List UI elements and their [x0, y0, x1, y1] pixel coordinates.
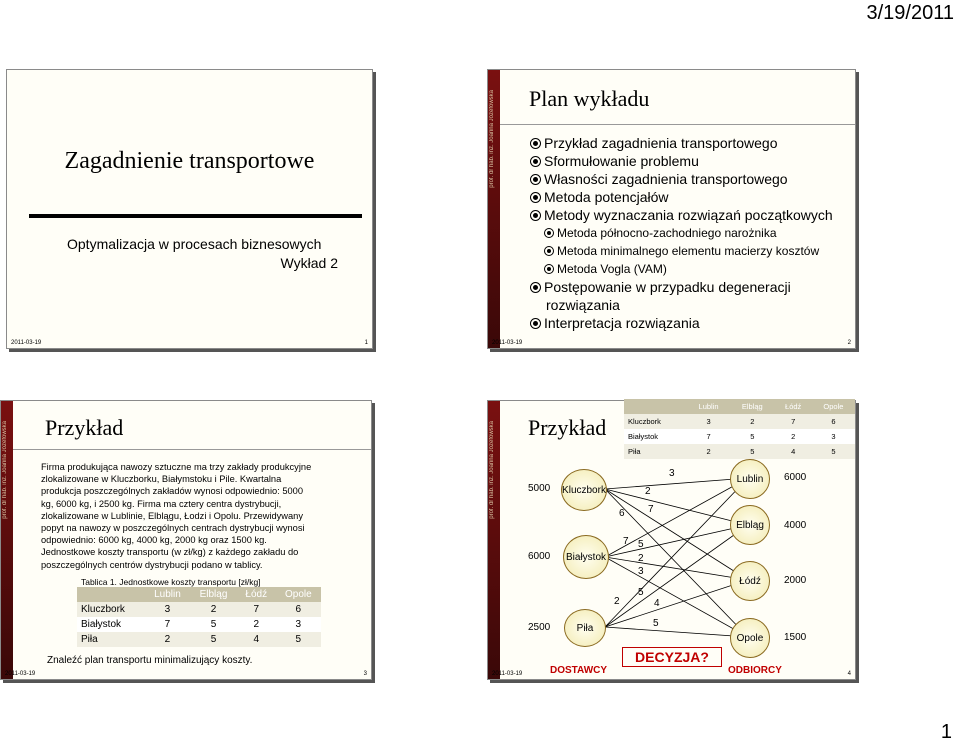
receiver-node: Łódź	[730, 561, 770, 601]
slide-date: 2011-03-19	[11, 340, 42, 346]
receiver-node: Lublin	[730, 459, 770, 499]
supply-label: 5000	[528, 483, 551, 494]
author-label: prof. dr hab. inż. Joanna Józefowska	[2, 421, 8, 519]
agenda-item: Postępowanie w przypadku degeneracji	[530, 278, 833, 296]
problem-line: odpowiednio: 6000 kg, 4000 kg, 2000 kg oraz 1500 kg.	[41, 535, 267, 546]
edge-cost-label: 6	[619, 508, 625, 519]
slide-number: 3	[363, 671, 367, 677]
slide-2	[487, 69, 856, 349]
bullet-icon	[544, 246, 554, 256]
table-row	[77, 602, 321, 617]
table-cell: 2	[253, 619, 260, 630]
agenda-item: Interpretacja rozwiązania	[530, 314, 833, 332]
table-header-cell: Lublin	[698, 402, 719, 411]
table-cell: 3	[831, 432, 836, 441]
edge-cost-label: 2	[638, 553, 644, 564]
table-cell: 4	[791, 447, 796, 456]
agenda-item: Sformułowanie problemu	[530, 152, 833, 170]
slide-4	[487, 400, 856, 680]
agenda-subitem: Metoda Vogla (VAM)	[530, 260, 833, 278]
edge-cost-label: 5	[653, 618, 659, 629]
table-cell: 2	[750, 417, 755, 426]
slide-number: 1	[364, 340, 368, 346]
slide-date: 2011-03-19	[492, 671, 523, 677]
problem-line: kg, 6000 kg, i 2500 kg. Firma ma cztery centra dystrybucji,	[41, 498, 282, 509]
table-header-cell: Elbląg	[741, 402, 763, 411]
slide-3	[0, 400, 372, 680]
edge-cost-label: 2	[645, 486, 651, 497]
edge-cost-label: 4	[654, 598, 660, 609]
title-divider	[29, 214, 362, 218]
bullet-icon	[530, 138, 541, 149]
edge-cost-label: 7	[648, 504, 654, 515]
slide-1	[6, 69, 373, 349]
demand-label: 1500	[784, 632, 807, 643]
table-header-row	[77, 587, 321, 602]
edge-cost-label: 7	[623, 536, 629, 547]
table-cell: 2	[791, 432, 796, 441]
supply-label: 2500	[528, 622, 551, 633]
row-label: Białystok	[628, 432, 659, 441]
author-label: prof. dr hab. inż. Joanna Józefowska	[489, 90, 495, 188]
edge-cost-label: 5	[638, 539, 644, 550]
table-cell: 5	[295, 634, 302, 645]
problem-line: produkcja poszczególnych zakładów wynosi odpowiednio: 5000	[41, 486, 304, 497]
supplier-node: Kluczbork	[561, 469, 607, 511]
agenda-item-continued: rozwiązania	[546, 297, 620, 313]
table-cell: 5	[210, 634, 217, 645]
question-text: Znaleźć plan transportu minimalizujący koszty.	[47, 655, 253, 666]
slide-date: 2011-03-19	[5, 671, 36, 677]
row-label: Białystok	[81, 619, 122, 630]
table-cell: 7	[253, 604, 260, 615]
table-cell: 6	[831, 417, 836, 426]
table-cell: 7	[791, 417, 796, 426]
receiver-node: Opole	[730, 618, 770, 658]
slide-title: Przykład	[45, 415, 124, 440]
table-cell: 7	[164, 619, 171, 630]
table-header-cell	[77, 587, 145, 602]
agenda-item: Własności zagadnienia transportowego	[530, 170, 833, 188]
table-cell: 2	[164, 634, 171, 645]
problem-line: zlokalizowane w Kluczborku, Białymstoku i Pile. Kwartalna	[41, 474, 282, 485]
edge-cost-label: 5	[638, 587, 644, 598]
suppliers-label: DOSTAWCY	[550, 665, 608, 676]
slide-date: 2011-03-19	[492, 340, 523, 346]
edge-cost-label: 3	[669, 468, 675, 479]
bullet-icon	[530, 192, 541, 203]
edge-cost-label: 2	[614, 596, 620, 607]
author-label: prof. dr hab. inż. Joanna Józefowska	[489, 421, 495, 519]
bullet-icon	[544, 228, 554, 238]
receiver-node: Elbląg	[730, 505, 770, 545]
edge-cost-label: 3	[638, 566, 644, 577]
agenda-subitem: Metoda minimalnego elementu macierzy kosztów	[530, 242, 833, 260]
slide-number: 4	[847, 671, 851, 677]
table-header-cell: Łódź	[245, 589, 268, 600]
row-label: Piła	[81, 634, 98, 645]
row-label: Piła	[628, 447, 641, 456]
agenda-subitem: Metoda północno-zachodniego narożnika	[530, 224, 833, 242]
agenda-item: Przykład zagadnienia transportowego	[530, 134, 833, 152]
table-cell: 3	[706, 417, 711, 426]
row-label: Kluczbork	[81, 604, 125, 615]
problem-line: poszczególnych centrów dystrybucji podano w tablicy.	[41, 559, 263, 570]
demand-label: 4000	[784, 520, 807, 531]
table-cell: 5	[750, 447, 755, 456]
problem-line: Jednostkowe koszty transportu (w zł/kg) z każdego zakładu do	[41, 547, 299, 558]
table-cell: 4	[253, 634, 260, 645]
table-cell: 3	[164, 604, 171, 615]
table-header-cell: Elbląg	[199, 589, 228, 600]
row-label: Kluczbork	[628, 417, 661, 426]
agenda-item: Metody wyznaczania rozwiązań początkowych	[530, 206, 833, 224]
bullet-icon	[544, 264, 554, 274]
problem-text	[41, 461, 345, 571]
table-cell: 2	[706, 447, 711, 456]
page-number: 1	[940, 721, 952, 743]
agenda-list	[530, 134, 833, 332]
bullet-icon	[530, 282, 541, 293]
table-cell: 2	[210, 604, 217, 615]
table-row	[77, 632, 321, 647]
supplier-node: Białystok	[563, 535, 609, 579]
table-header-cell: Łódź	[785, 402, 802, 411]
slide-title: Plan wykładu	[529, 86, 650, 111]
table-cell: 7	[706, 432, 711, 441]
decision-box: DECYZJA?	[622, 647, 722, 667]
table-caption: Tablica 1. Jednostkowe koszty transportu [zł/kg]	[81, 577, 261, 587]
table-cell: 3	[295, 619, 302, 630]
title-underline	[13, 449, 371, 450]
table-header-cell: Opole	[284, 589, 312, 600]
supplier-node: Piła	[564, 609, 606, 647]
table-cell: 5	[210, 619, 217, 630]
slide-title: Przykład	[528, 415, 607, 440]
demand-label: 6000	[784, 472, 807, 483]
agenda-item: Metoda potencjałów	[530, 188, 833, 206]
problem-line: zlokalizowane w Lublinie, Elblągu, Łodzi i Opolu. Przewidywany	[41, 510, 304, 521]
receivers-label: ODBIORCY	[728, 665, 782, 676]
table-row	[77, 617, 321, 632]
table-header-cell: Opole	[823, 402, 844, 411]
demand-label: 2000	[784, 575, 807, 586]
slide-number: 2	[847, 340, 851, 346]
title-underline	[500, 124, 855, 125]
table-cell: 5	[750, 432, 755, 441]
problem-line: Firma produkująca nawozy sztuczne ma trzy zakłady produkcyjne	[41, 462, 312, 472]
table-header-cell: Lublin	[154, 589, 181, 600]
bullet-icon	[530, 174, 541, 185]
problem-line: popyt na nawozy w poszczególnych centrach dystrybucji wynosi	[41, 523, 305, 534]
table-cell: 5	[831, 447, 836, 456]
slide-subtitle: Optymalizacja w procesach biznesowych	[67, 236, 322, 252]
supply-label: 6000	[528, 551, 551, 562]
bullet-icon	[530, 156, 541, 167]
slide-title: Zagadnienie transportowe	[64, 148, 315, 174]
page-date: 3/19/2011	[866, 2, 954, 24]
bullet-icon	[530, 210, 541, 221]
cost-table	[77, 587, 321, 647]
table-cell: 6	[295, 604, 302, 615]
bullet-icon	[530, 318, 541, 329]
lecture-label: Wykład 2	[280, 255, 338, 271]
